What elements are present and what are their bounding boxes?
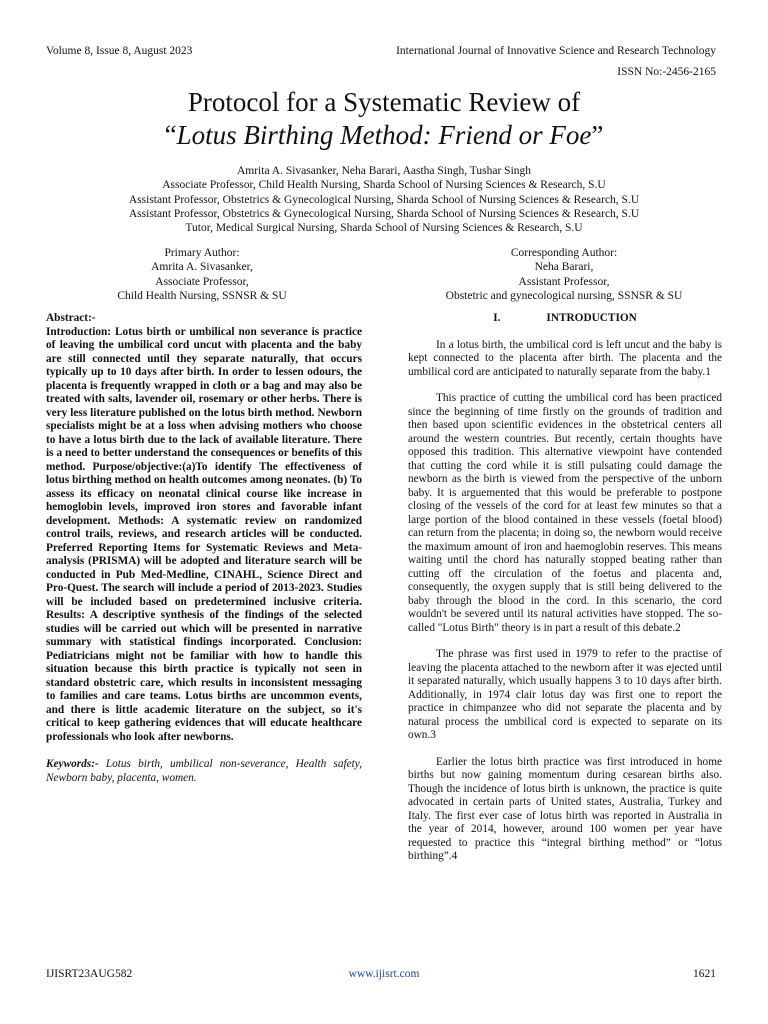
footer-page-number: 1621 xyxy=(693,968,716,980)
issn: ISSN No:-2456-2165 xyxy=(617,66,716,78)
intro-paragraph: The phrase was first used in 1979 to refer to the practise of leaving the placenta attached to the newborn after it was ejected until it separated naturally, which usually happens 3 to 10 days after birth. Additionally, in 1974 clair lotus day was first one to report the practice in chimpanzee who did not separate the placenta and by natural process the umbilical cord is expected to separate on its own.3 xyxy=(408,648,722,741)
title-open-quote: “ xyxy=(164,120,177,150)
affiliation-4: Tutor, Medical Surgical Nursing, Sharda School of Nursing Sciences & Research, S.U xyxy=(185,222,583,235)
abstract-column xyxy=(46,312,362,785)
footer-article-id: IJISRT23AUG582 xyxy=(46,968,133,980)
journal-name: International Journal of Innovative Science and Research Technology xyxy=(396,45,716,57)
journal-volume: Volume 8, Issue 8, August 2023 xyxy=(46,45,193,57)
affiliation-1: Associate Professor, Child Health Nursing, Sharda School of Nursing Sciences & Research, S.U xyxy=(162,179,606,192)
keywords xyxy=(46,758,362,785)
corresponding-author-role: Assistant Professor, xyxy=(518,275,610,288)
corresponding-author-dept: Obstetric and gynecological nursing, SSNSR & SU xyxy=(445,289,683,302)
title-close-quote: ” xyxy=(591,120,604,150)
primary-author-dept: Child Health Nursing, SSNSR & SU xyxy=(117,289,287,302)
affiliation-3: Assistant Professor, Obstetrics & Gynecological Nursing, Sharda School of Nursing Sciences & Research, S.U xyxy=(128,207,640,220)
title-line-2 xyxy=(0,119,768,152)
primary-author-name: Amrita A. Sivasanker, xyxy=(151,261,253,274)
primary-author-role: Associate Professor, xyxy=(155,275,249,288)
author-names: Amrita A. Sivasanker, Neha Barari, Aastha Singh, Tushar Singh xyxy=(236,165,532,177)
paper-title xyxy=(0,86,768,152)
affiliation-2: Assistant Professor, Obstetrics & Gynecological Nursing, Sharda School of Nursing Sciences & Research, S.U xyxy=(128,193,640,206)
abstract-label: Abstract:- xyxy=(46,312,96,324)
corresponding-author-label: Corresponding Author: xyxy=(510,247,618,259)
title-italic: Lotus Birthing Method: Friend or Foe xyxy=(176,120,592,150)
author-affiliations xyxy=(0,164,768,235)
keywords-text: Lotus birth, umbilical non-severance, Health safety, Newborn baby, placenta, women. xyxy=(46,758,362,784)
corresponding-author-name: Neha Barari, xyxy=(534,261,594,274)
abstract-body: Introduction: Lotus birth or umbilical non severance is practice of leaving the umbilical cord uncut with placenta and the baby are still connected until they separate naturally, that occurs typically up to 10 days after birth. In order to lessen odours, the placenta is frequently wrapped in cloth or a bag and may also be treated with salts, lavender oil, rosemary or other herbs. There is very less literature published on the lotus birth method. Newborn specialists might be at a loss when advising mothers who choose to have a lotus birth due to the lack of available literature. There is a need to better understand the consequences or benefits of this method. Purpose/objective:(a)To identify The effectiveness of lotus birthing method on health outcomes among neonates. (b) To assess its efficacy on neonatal clinical course like increase in hemoglobin levels, improved iron stores and favorable infant development. Methods: A systematic review on randomized control trails, reviews, and research articles will be conducted. Preferred Reporting Items for Systematic Reviews and Meta-analysis (PRISMA) will be adopted and literature search will be conducted in Pub Med-Medline, CINAHL, Science Direct and Pro-Quest. The search will include a period of 2013-2023. Studies will be included based on predetermined inclusive criteria. Results: A descriptive synthesis of the findings of the selected studies will be carried out which will be presented in narrative summary with statistical findings incorporated. Conclusion: Pediatricians might not be familiar with how to handle this situation because this birth practice is typically not seen in standard obstetric care, which results in inconsistent messaging to families and care teams. Lotus births are uncommon events, and there is little academic literature on the subject, so it's critical to keep gathering evidences that will educate healthcare professionals who look after newborns. xyxy=(46,325,362,743)
intro-paragraph: In a lotus birth, the umbilical cord is left uncut and the baby is kept connected to the placenta after birth. The placenta and the umbilical cord are anticipated to naturally separate from the baby.1 xyxy=(408,338,722,378)
section-number: I. xyxy=(493,312,501,324)
section-title: INTRODUCTION xyxy=(546,312,637,324)
corresponding-author-block xyxy=(414,246,714,303)
intro-paragraph: Earlier the lotus birth practice was first introduced in home births but now gaining momentum during cesarean births also. Though the incidence of lotus birth is unknown, the practice is quite advocated in certain parts of United states, Australia, Turkey and Italy. The first ever case of lotus birth was reported in Australia in the year of 2014, however, around 100 women per year have requested to practice this “integral birthing method” or “lotus birthing”.4 xyxy=(408,755,722,862)
title-line-1: Protocol for a Systematic Review of xyxy=(187,87,581,117)
primary-author-label: Primary Author: xyxy=(164,247,240,259)
intro-paragraph: This practice of cutting the umbilical cord has been practiced since the beginning of time firstly on the grounds of tradition and then based upon scientific evidences in the obstetrical centers all around the western countries. But recently, certain thoughts have opposed this tradition. This alternative viewpoint have contended that cutting the cord while it is still pulsating could damage the newborn as the birth is viewed from the perspective of the unborn baby. It is arguemented that this would be preferable to postpone closing of the vessels of the cord for at least few minutes so that a large portion of the blood contained in these vessels (foetal blood) can return from the placenta; in doing so, the newborn would receive the maximum amount of iron and haemoglobin reserves. This means waiting until the chord has naturally stopped beating rather than cutting off the circulation of the foetus and placenta and, consequently, the oxygen supply that is still being delivered to the baby through the blood in the cord. In this scenario, the cord wouldn't be severed until its natural activities have stopped. The so-called "Lotus Birth" theory is in part a result of this debate.2 xyxy=(408,392,722,634)
footer-url-link[interactable]: www.ijisrt.com xyxy=(348,968,420,980)
section-heading xyxy=(408,312,722,326)
primary-author-block xyxy=(52,246,352,303)
introduction-column xyxy=(408,312,722,877)
keywords-label: Keywords:- xyxy=(46,758,99,770)
